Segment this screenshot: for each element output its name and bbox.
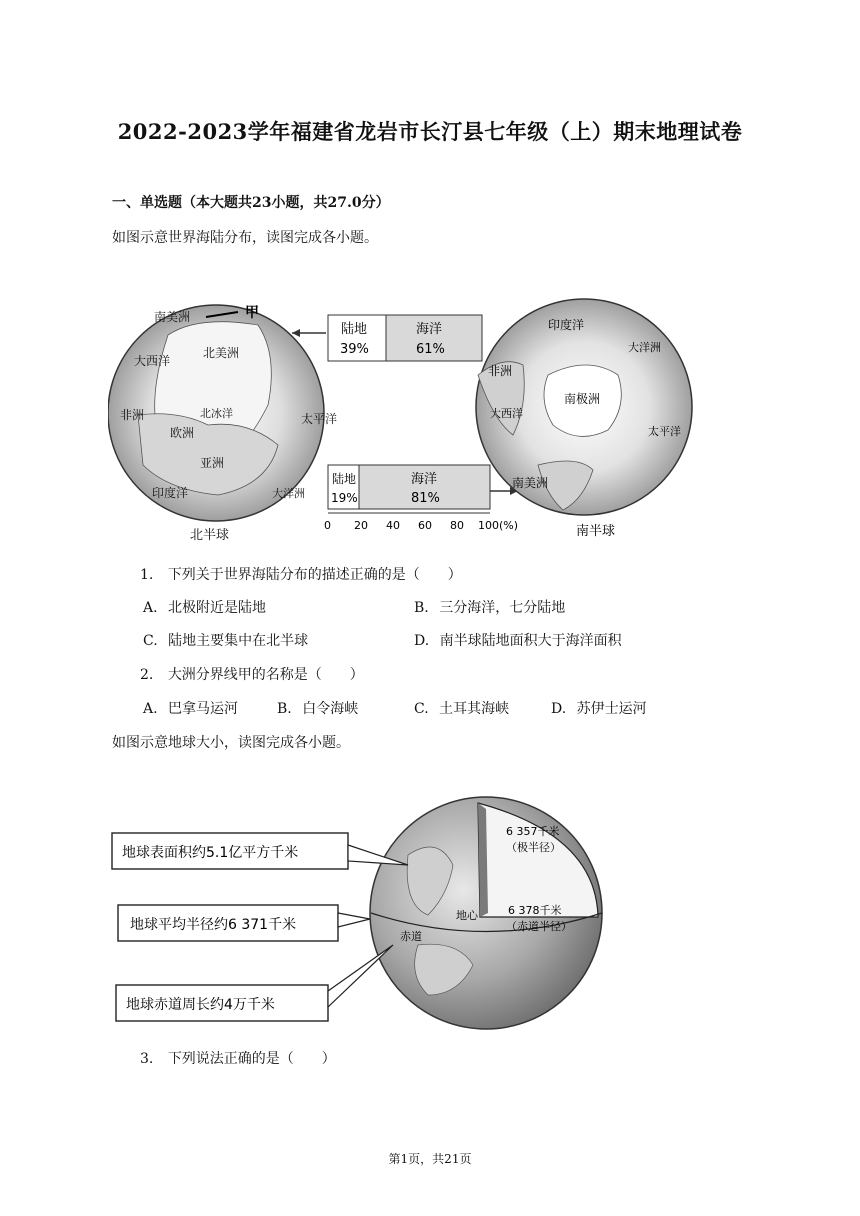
q1-option-c-letter: C. bbox=[143, 633, 158, 649]
question-3-text: 下列说法正确的是（ ） bbox=[167, 1051, 336, 1067]
land-ocean-figure bbox=[108, 295, 713, 550]
q1-option-a-letter: A. bbox=[143, 600, 158, 616]
polar-radius-label: （极半径） bbox=[506, 841, 561, 854]
question-1 bbox=[140, 564, 462, 584]
question-2-text: 大洲分界线甲的名称是（ ） bbox=[167, 667, 364, 683]
intro-text-2: 如图示意地球大小，读图完成各小题。 bbox=[112, 735, 350, 751]
q2-option-c-text: 土耳其海峡 bbox=[439, 701, 510, 717]
bar-south-land-label: 陆地 bbox=[332, 472, 357, 486]
question-1-number: 1. bbox=[140, 567, 154, 583]
marker-jia: 甲 bbox=[245, 305, 259, 321]
equatorial-radius-label: （赤道半径） bbox=[506, 920, 572, 933]
callout-text-1: 地球表面积约5.1亿平方千米 bbox=[122, 845, 299, 861]
axis-tick-0: 0 bbox=[324, 519, 331, 532]
bar-north-land-value: 39% bbox=[340, 342, 369, 357]
south-region-6: 太平洋 bbox=[648, 425, 681, 438]
page-title: 2022-2023学年福建省龙岩市长汀县七年级（上）期末地理试卷 bbox=[117, 119, 743, 144]
question-2 bbox=[140, 664, 364, 684]
q2-option-b[interactable] bbox=[277, 698, 358, 718]
south-region-2: 大洋洲 bbox=[628, 341, 661, 354]
earth-center-label: 地心 bbox=[456, 909, 478, 922]
south-region-3: 非洲 bbox=[488, 364, 513, 378]
bar-north-ocean-value: 61% bbox=[416, 342, 445, 357]
north-region-5: 北冰洋 bbox=[200, 407, 233, 420]
equator-label: 赤道 bbox=[400, 930, 422, 943]
q1-option-a-text: 北极附近是陆地 bbox=[168, 600, 267, 616]
q2-option-a-text: 巴拿马运河 bbox=[168, 701, 239, 717]
north-region-10: 大洋洲 bbox=[272, 487, 305, 500]
north-hemisphere-label: 北半球 bbox=[190, 528, 230, 543]
q2-option-a-letter: A. bbox=[143, 701, 158, 717]
earth-globe bbox=[370, 797, 602, 1029]
intro-text-1: 如图示意世界海陆分布，读图完成各小题。 bbox=[112, 230, 378, 246]
q2-option-c-letter: C. bbox=[414, 701, 429, 717]
question-2-number: 2. bbox=[140, 667, 154, 683]
axis-tick-80: 80 bbox=[450, 519, 464, 532]
page-footer: 第1页，共21页 bbox=[388, 1152, 472, 1166]
bar-south-ocean-label: 海洋 bbox=[411, 472, 438, 487]
question-3-number: 3. bbox=[140, 1051, 154, 1067]
q1-option-b[interactable] bbox=[414, 597, 565, 617]
q1-option-d-letter: D. bbox=[414, 633, 430, 649]
axis-tick-20: 20 bbox=[354, 519, 368, 532]
bar-north-land-label: 陆地 bbox=[341, 322, 368, 337]
north-region-2: 北美洲 bbox=[203, 346, 240, 360]
bar-south-land-value: 19% bbox=[331, 491, 358, 505]
callout-text-2: 地球平均半径约6 371千米 bbox=[130, 917, 297, 933]
q2-option-d-text: 苏伊士运河 bbox=[576, 701, 647, 717]
q1-option-b-text: 三分海洋，七分陆地 bbox=[439, 600, 566, 616]
q1-option-c-text: 陆地主要集中在北半球 bbox=[168, 633, 309, 649]
q2-option-c[interactable] bbox=[414, 698, 509, 718]
north-region-1: 南美洲 bbox=[154, 310, 191, 324]
bar-south-ocean-value: 81% bbox=[411, 491, 440, 506]
q1-option-d[interactable] bbox=[414, 630, 622, 650]
bar-north-ocean-label: 海洋 bbox=[416, 322, 443, 337]
south-region-5: 大西洋 bbox=[490, 407, 523, 420]
north-region-6: 欧洲 bbox=[170, 426, 195, 440]
north-region-7: 亚洲 bbox=[200, 456, 225, 470]
axis-tick-40: 40 bbox=[386, 519, 400, 532]
north-region-3: 大西洋 bbox=[134, 354, 171, 368]
q1-option-a[interactable] bbox=[143, 597, 266, 617]
north-region-8: 太平洋 bbox=[301, 412, 338, 426]
axis-tick-100: 100(%) bbox=[478, 519, 519, 532]
callout-text-3: 地球赤道周长约4万千米 bbox=[126, 997, 275, 1013]
south-hemisphere-label: 南半球 bbox=[576, 524, 616, 539]
south-region-7: 南美洲 bbox=[512, 476, 549, 490]
south-region-4: 南极洲 bbox=[564, 392, 601, 406]
earth-size-figure bbox=[108, 795, 613, 1035]
section-heading: 一、单选题（本大题共23小题，共27.0分） bbox=[112, 195, 390, 211]
q1-option-d-text: 南半球陆地面积大于海洋面积 bbox=[439, 633, 622, 649]
q1-option-b-letter: B. bbox=[414, 600, 429, 616]
q2-option-d-letter: D. bbox=[551, 701, 567, 717]
q2-option-a[interactable] bbox=[143, 698, 238, 718]
polar-radius-value: 6 357千米 bbox=[506, 825, 560, 838]
question-3 bbox=[140, 1048, 336, 1068]
north-region-4: 非洲 bbox=[120, 408, 145, 422]
q1-option-c[interactable] bbox=[143, 630, 308, 650]
south-region-1: 印度洋 bbox=[548, 318, 585, 332]
axis-tick-60: 60 bbox=[418, 519, 432, 532]
north-region-9: 印度洋 bbox=[152, 486, 189, 500]
question-1-text: 下列关于世界海陆分布的描述正确的是（ ） bbox=[167, 567, 462, 583]
equatorial-radius-value: 6 378千米 bbox=[508, 904, 562, 917]
q2-option-b-text: 白令海峡 bbox=[302, 701, 359, 717]
q2-option-b-letter: B. bbox=[277, 701, 292, 717]
q2-option-d[interactable] bbox=[551, 698, 647, 718]
